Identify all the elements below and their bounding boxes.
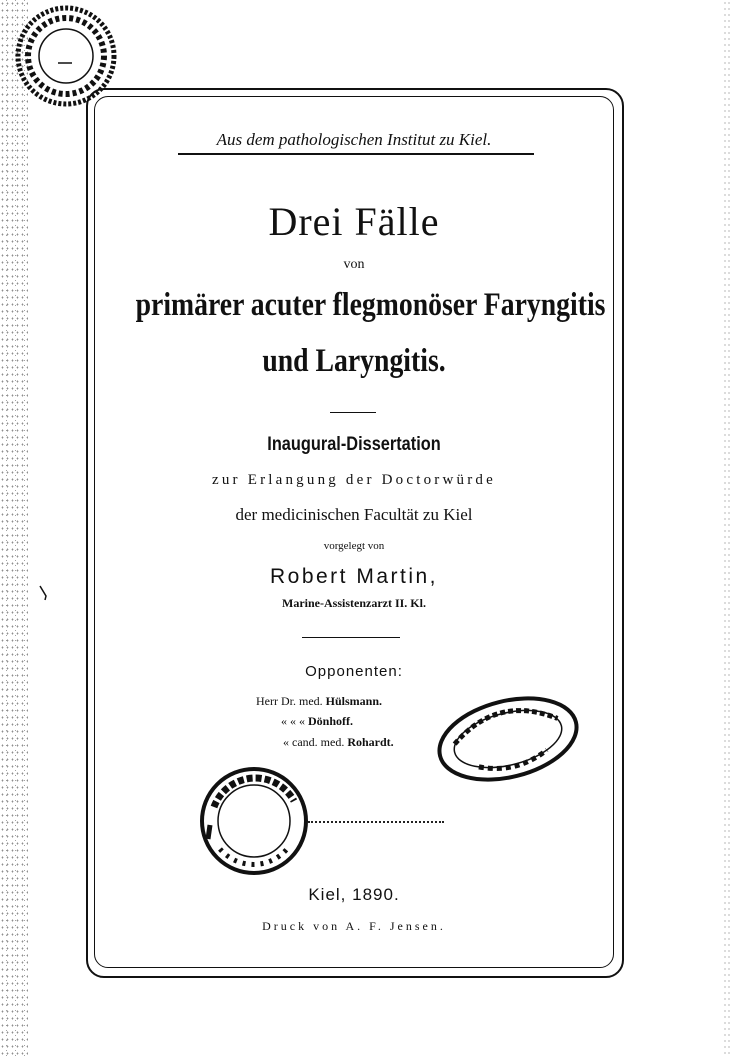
scan-edge-noise — [0, 0, 28, 1058]
opponent-name: Dönhoff. — [308, 714, 354, 728]
divider-rule — [330, 412, 376, 413]
ink-mark-icon — [38, 584, 50, 602]
title-von: von — [343, 257, 365, 272]
author-name: Robert Martin, — [269, 565, 439, 588]
opponent-entry — [283, 735, 394, 750]
dissertation-heading: Inaugural-Dissertation — [267, 434, 441, 455]
opponent-name: Hülsmann. — [325, 694, 383, 708]
scan-edge-noise-right — [723, 0, 731, 1058]
institute-line: Aus dem pathologischen Institut zu Kiel. — [216, 130, 492, 149]
institute-underline — [178, 153, 534, 155]
medical-library-stamp-icon — [433, 689, 583, 789]
opponent-entry — [281, 714, 353, 729]
author-rank: Marine-Assistenzarzt II. Kl. — [282, 596, 426, 610]
opponent-prefix: « cand. med. — [283, 735, 345, 749]
dotted-divider — [308, 821, 444, 823]
opponent-prefix: « « « — [281, 714, 305, 728]
title-line-3: und Laryngitis. — [262, 343, 446, 379]
title-line-2: primärer acuter flegmonöser Faryngitis — [135, 287, 606, 323]
place-year: Kiel, 1890. — [308, 885, 400, 904]
opponents-heading: Opponenten: — [305, 663, 403, 680]
printer-line: Druck von A. F. Jensen. — [262, 919, 446, 933]
presented-by: vorgelegt von — [323, 540, 385, 552]
dissertation-purpose: zur Erlangung der Doctorwürde — [212, 472, 496, 488]
opponent-name: Rohardt. — [347, 735, 394, 749]
academia-stamp-icon — [198, 765, 310, 877]
opponent-prefix: Herr Dr. med. — [256, 694, 323, 708]
divider-rule — [302, 637, 400, 638]
title-main: Drei Fälle — [268, 199, 440, 244]
faculty-line: der medicinischen Facultät zu Kiel — [235, 505, 473, 524]
opponent-entry — [256, 694, 382, 709]
